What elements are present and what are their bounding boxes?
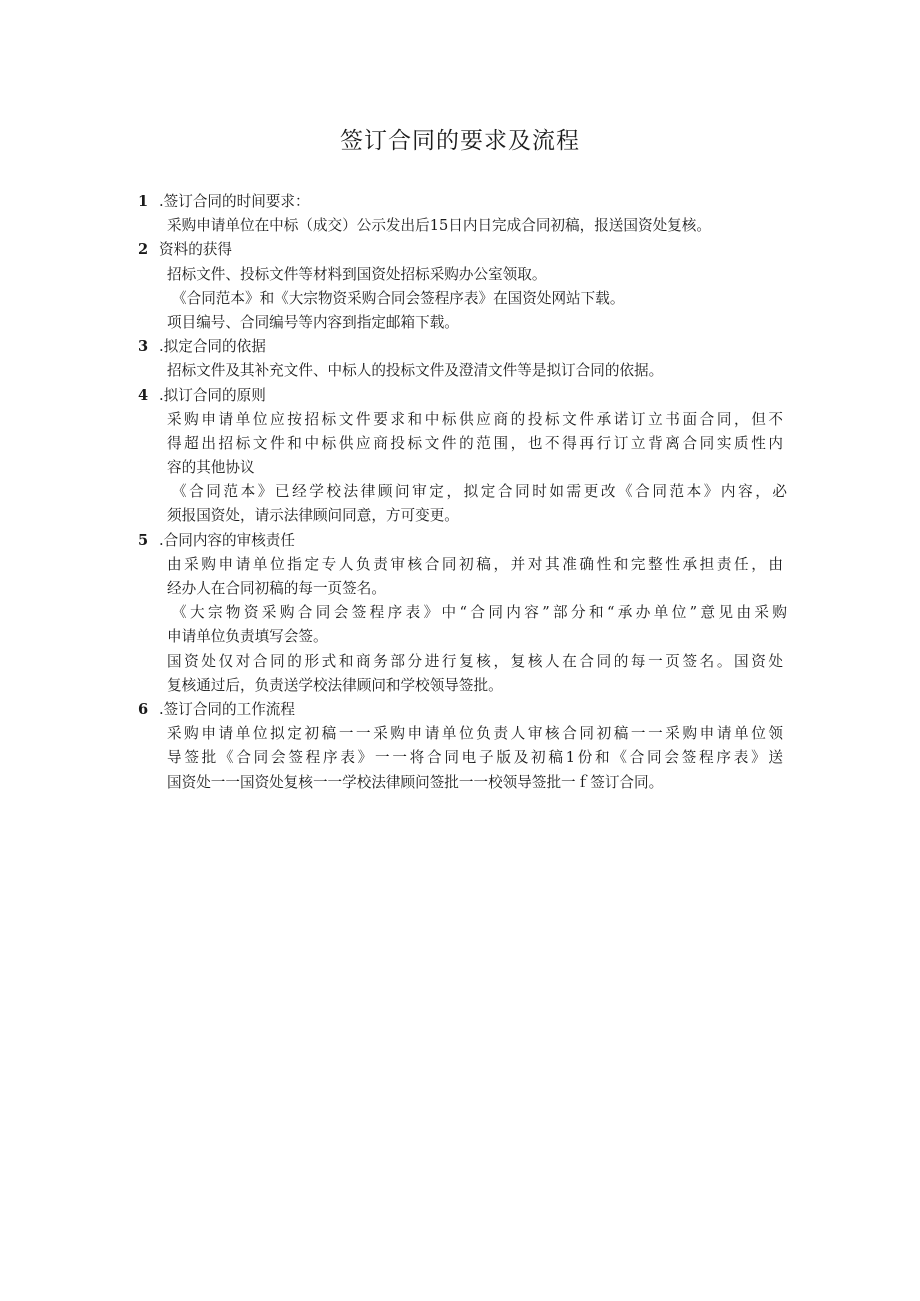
section-title: 资料的获得 [159,241,232,259]
section-title: .拟订合同的原则 [159,386,266,404]
section-heading [0,698,920,722]
paragraph-line [0,311,920,335]
paragraph-text: 招标文件及其补充文件、中标人的投标文件及澄清文件等是拟订合同的依据。 [167,362,664,380]
section-number: 6 [138,700,149,718]
section-heading [0,529,920,553]
paragraph-text: 须报国资处，请示法律顾问同意，方可变更。 [167,507,459,525]
section-number: 5 [138,531,149,549]
paragraph-line [0,287,920,311]
paragraph-text: 采购申请单位应按招标文件要求和中标供应商的投标文件承诺订立书面合同，但不 [167,410,783,428]
paragraph-line [0,625,920,649]
paragraph-text: 采购申请单位拟定初稿一一采购申请单位负责人审核合同初稿一一采购申请单位领 [167,725,783,743]
section-number: 2 [138,241,149,259]
section-heading [0,190,920,214]
paragraph-text: 导签批《合同会签程序表》一一将合同电子版及初稿1份和《合同会签程序表》送 [167,749,783,767]
paragraph-text: 容的其他协议 [167,459,255,477]
paragraph-text: 复核通过后，负责送学校法律顾问和学校领导签批。 [167,676,503,694]
section-heading [0,335,920,359]
paragraph-text: 《合同范本》已经学校法律顾问审定，拟定合同时如需更改《合同范本》内容，必 [172,483,787,501]
paragraph-line [0,263,920,287]
paragraph-line [0,746,920,770]
section-number: 3 [138,338,149,356]
paragraph-text: 由采购申请单位指定专人负责审核合同初稿，并对其准确性和完整性承担责任，由 [167,555,783,573]
paragraph-line [0,771,920,795]
paragraph-text: 《合同范本》和《大宗物资采购合同会签程序表》在国资处网站下载。 [172,289,625,307]
paragraph-text: 国资处一一国资处复核一一学校法律顾问签批一一校领导签批一ｆ签订合同。 [167,773,664,791]
paragraph-line [0,577,920,601]
paragraph-text: 采购申请单位在中标（成交）公示发出后15日内日完成合同初稿，报送国资处复核。 [167,217,711,235]
paragraph-line [0,722,920,746]
paragraph-text: 经办人在合同初稿的每一页签名。 [167,580,386,597]
section-heading [0,384,920,408]
section-number: 1 [138,193,149,210]
section-title: .签订合同的工作流程 [159,700,295,718]
paragraph-line [0,504,920,528]
section-title: .拟定合同的依据 [159,338,266,356]
paragraph-text: 国资处仅对合同的形式和商务部分进行复核，复核人在合同的每一页签名。国资处 [167,652,783,670]
section-title: .合同内容的审核责任 [159,531,295,549]
paragraph-line [0,674,920,698]
paragraph-line [0,408,920,432]
paragraph-text: 申请单位负责填写会签。 [167,628,328,646]
paragraph-line [0,650,920,674]
paragraph-text: 得超出招标文件和中标供应商投标文件的范围，也不得再行订立背离合同实质性内 [167,434,783,452]
paragraph-line [0,553,920,577]
page-title: 签订合同的要求及流程 [340,128,580,154]
paragraph-line [0,432,920,456]
paragraph-text: 《大宗物资采购合同会签程序表》中“合同内容”部分和“承办单位”意见由采购 [172,604,787,622]
paragraph-text: 招标文件、投标文件等材料到国资处招标采购办公室领取。 [167,265,547,283]
paragraph-line [0,480,920,504]
document-body [0,190,920,795]
section-heading [0,238,920,262]
paragraph-line [0,601,920,625]
section-number: 4 [138,386,149,404]
section-title: .签订合同的时间要求： [159,193,310,210]
paragraph-line [0,359,920,383]
paragraph-line [0,456,920,480]
paragraph-text: 项目编号、合同编号等内容到指定邮箱下载。 [167,313,459,331]
paragraph-line [0,214,920,238]
